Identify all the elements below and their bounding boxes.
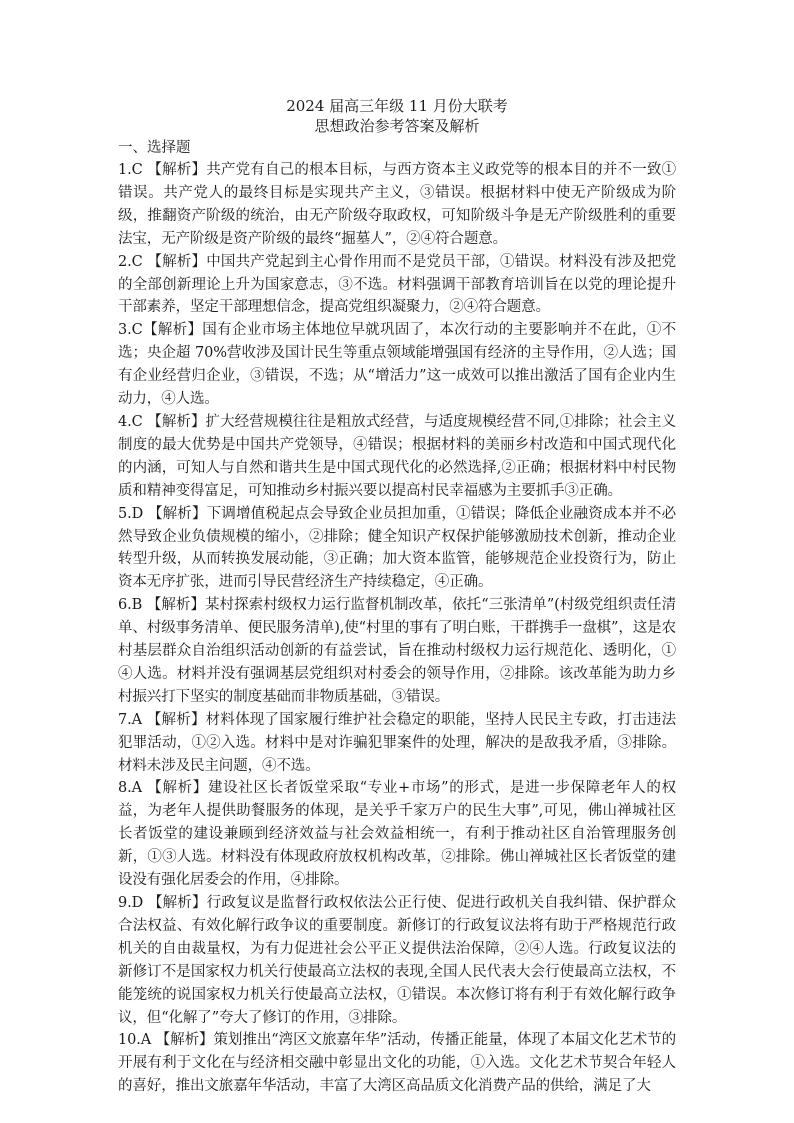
answer-list bbox=[118, 159, 676, 1098]
answer-item-7: 7.A 【解析】材料体现了国家履行维护社会稳定的职能，坚持人民民主专政，打击违法犯罪活动，①②入选。材料中是对诈骗犯罪案件的处理，解决的是敌我矛盾，③排除。材料未涉及民主问题，④不选。 bbox=[118, 711, 676, 774]
answer-item-10: 10.A 【解析】策划推出“湾区文旅嘉年华”活动，传播正能量，体现了本届文化艺术节的开展有利于文化在与经济相交融中彰显出文化的功能，①入选。文化艺术节契合年轻人的喜好，推出文旅嘉年华活动，丰富了大湾区高品质文化消费产品的供给，满足了大 bbox=[118, 1032, 676, 1095]
answer-item-3: 3.C【解析】国有企业市场主体地位早就巩固了，本次行动的主要影响并不在此，①不选；央企超 70%营收涉及国计民生等重点领域能增强国有经济的主导作用，②人选；国有企业经营归企业，③错误，不选；从“增活力”这一成效可以推出激活了国有企业内生动力，④人选。 bbox=[118, 322, 676, 408]
document-title: 2024 届高三年级 11 月份大联考 bbox=[286, 97, 508, 115]
answer-item-8: 8.A 【解析】建设社区长者饭堂采取“专业+市场”的形式，是进一步保障老年人的权益，为老年人提供助餐服务的体现，是关乎千家万户的民生大事”,可见，佛山禅城社区长者饭堂的建设兼顾到经济效益与社会效益相统一，有利于推动社区自治管理服务创新，①③人选。材料没有体现政府放权机构改革，②排除。佛山禅城社区长者饭堂的建设没有强化居委会的作用，④排除。 bbox=[118, 780, 676, 889]
section-heading: 一、选择题 bbox=[118, 140, 191, 156]
document-subtitle: 思想政治参考答案及解析 bbox=[314, 117, 480, 135]
answer-item-5: 5.D 【解析】下调增值税起点会导致企业员担加重，①错误；降低企业融资成本并不必然导致企业负债规模的缩小，②排除；健全知识产权保护能够激励技术创新，推动企业转型升级，从而转换发展动能，③正确；加大资本监管，能够规范企业投资行为，防止资本无序扩张，进而引导民营经济生产持续稳定，④正确。 bbox=[118, 505, 676, 591]
answer-item-1: 1.C 【解析】共产党有自己的根本目标，与西方资本主义政党等的根本目的并不一致①错误。共产党人的最终目标是实现共产主义，③错误。根据材料中使无产阶级成为阶级，推翻资产阶级的统治，由无产阶级夺取政权，可知阶级斗争是无产阶级胜利的重要法宝，无产阶级是资产阶级的最终“掘墓人”，②④符合题意。 bbox=[118, 162, 676, 247]
answer-item-2: 2.C 【解析】中国共产党起到主心骨作用而不是党员干部，①错误。材料没有涉及把党的全部创新理论上升为国家意志，③不选。材料强调干部教育培训旨在以党的理论提升干部素养，坚定干部理想信念，提高党组织凝聚力，②④符合题意。 bbox=[118, 253, 676, 316]
answer-item-6: 6.B 【解析】某村探索村级权力运行监督机制改革，依托“三张清单”(村级党组织责任清单、村级事务清单、便民服务清单),使“村里的事有了明白账，干群携手一盘棋”，这是农村基层群众自治组织活动创新的有益尝试，旨在推动村级权力运行规范化、透明化，①④人选。材料并没有强调基层党组织对村委会的领导作用，②排除。该改革能为助力乡村振兴打下坚实的制度基础而非物质基础，③错误。 bbox=[118, 597, 676, 705]
answer-item-4: 4.C 【解析】扩大经营规模往往是粗放式经营，与适度规模经营不同,①排除；社会主义制度的最大优势是中国共产党领导，④错误；根据材料的美丽乡村改造和中国式现代化的内涵，可知人与自然和谐共生是中国式现代化的必然选择,②正确；根据材料中村民物质和精神变得富足，可知推动乡村振兴要以提高村民幸福感为主要抓手③正确。 bbox=[118, 413, 676, 499]
answer-item-9: 9.D 【解析】行政复议是监督行政权依法公正行使、促进行政机关自我纠错、保护群众合法权益、有效化解行政争议的重要制度。新修订的行政复议法将有助于严格规范行政机关的自由裁量权，为有力促进社会公平正义提供法治保障，②④人选。行政复议法的新修订不是国家权力机关行使最高立法权的表现,全国人民代表大会行使最高立法权，不能笼统的说国家权力机关行使最高立法权，①错误。本次修订将有利于有效化解行政争议，但“化解了”夸大了修订的作用，③排除。 bbox=[118, 895, 676, 1026]
